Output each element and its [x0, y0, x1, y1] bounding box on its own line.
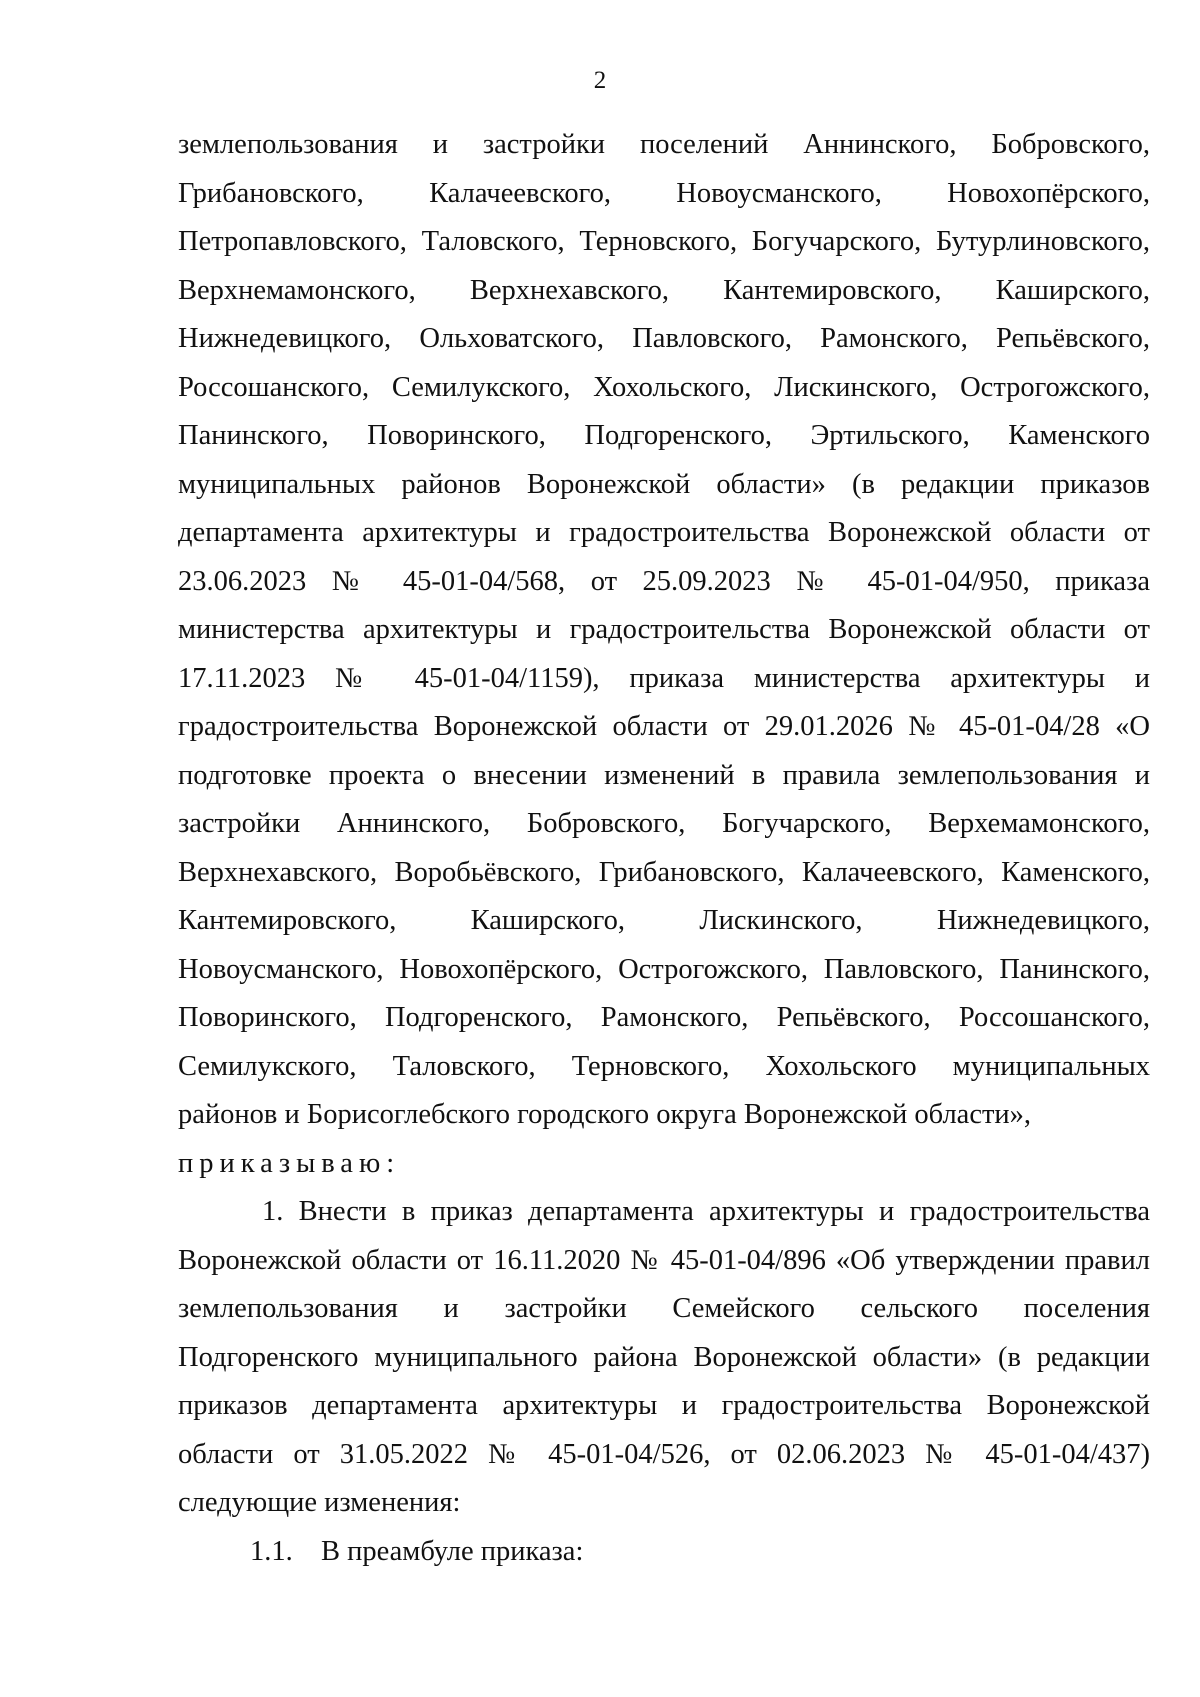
- list-item-1-1: [178, 1528, 1150, 1577]
- document-body: [178, 121, 1150, 1576]
- text-line: Воронежской области от 16.11.2020 № 45-01-04/896 «Об утверждении правил: [178, 1244, 1150, 1276]
- text-line: 1. Внести в приказ департамента архитектуры и градостроительства: [262, 1196, 1150, 1227]
- list-item-text: В преамбуле приказа:: [321, 1535, 584, 1567]
- text-line: 17.11.2023 № 45-01-04/1159), приказа министерства архитектуры и: [178, 662, 1150, 694]
- text-line: Семилукского, Таловского, Терновского, Хохольского муниципальных: [178, 1050, 1150, 1082]
- text-line: приказываю:: [178, 1147, 401, 1179]
- text-line: приказов департамента архитектуры и градостроительства Воронежской: [178, 1390, 1150, 1421]
- text-line: Новоусманского, Новохопёрского, Острогожского, Павловского, Панинского,: [178, 953, 1150, 985]
- text-line: застройки Аннинского, Бобровского, Богучарского, Верхемамонского,: [178, 808, 1150, 839]
- text-line: Кантемировского, Каширского, Лискинского, Нижнедевицкого,: [178, 905, 1150, 936]
- text-line: районов и Борисоглебского городского округа Воронежской области»,: [178, 1099, 1032, 1130]
- text-line: подготовке проекта о внесении изменений в правила землепользования и: [178, 759, 1150, 791]
- text-line: землепользования и застройки Семейского сельского поселения: [178, 1293, 1150, 1324]
- text-line: следующие изменения:: [178, 1487, 461, 1518]
- text-line: Подгоренского муниципального района Воронежской области» (в редакции: [178, 1341, 1150, 1373]
- text-line: Россошанского, Семилукского, Хохольского, Лискинского, Острогожского,: [178, 371, 1150, 403]
- text-line: Панинского, Поворинского, Подгоренского, Эртильского, Каменского: [178, 420, 1150, 451]
- text-line: 23.06.2023 № 45-01-04/568, от 25.09.2023 № 45-01-04/950, приказа: [178, 565, 1150, 597]
- text-line: Верхнемамонского, Верхнехавского, Кантемировского, Каширского,: [178, 274, 1150, 306]
- text-line: градостроительства Воронежской области от 29.01.2026 № 45-01-04/28 «О: [178, 711, 1150, 742]
- text-line: Верхнехавского, Воробьёвского, Грибановского, Калачеевского, Каменского,: [178, 856, 1150, 888]
- text-line: Поворинского, Подгоренского, Рамонского, Репьёвского, Россошанского,: [178, 1002, 1150, 1033]
- list-item-number: 1.1.: [250, 1535, 293, 1567]
- page-number: 2: [593, 67, 607, 94]
- text-line: департамента архитектуры и градостроительства Воронежской области от: [178, 517, 1150, 548]
- text-line: муниципальных районов Воронежской области» (в редакции приказов: [178, 468, 1150, 500]
- text-line: Петропавловского, Таловского, Терновского, Богучарского, Бутурлиновского,: [178, 226, 1150, 257]
- text-line: землепользования и застройки поселений Аннинского, Бобровского,: [178, 129, 1150, 160]
- text-line: Нижнедевицкого, Ольховатского, Павловского, Рамонского, Репьёвского,: [178, 323, 1150, 354]
- text-line: области от 31.05.2022 № 45-01-04/526, от 02.06.2023 № 45-01-04/437): [178, 1438, 1150, 1470]
- text-line: Грибановского, Калачеевского, Новоусманского, Новохопёрского,: [178, 177, 1150, 209]
- text-line: министерства архитектуры и градостроительства Воронежской области от: [178, 614, 1150, 645]
